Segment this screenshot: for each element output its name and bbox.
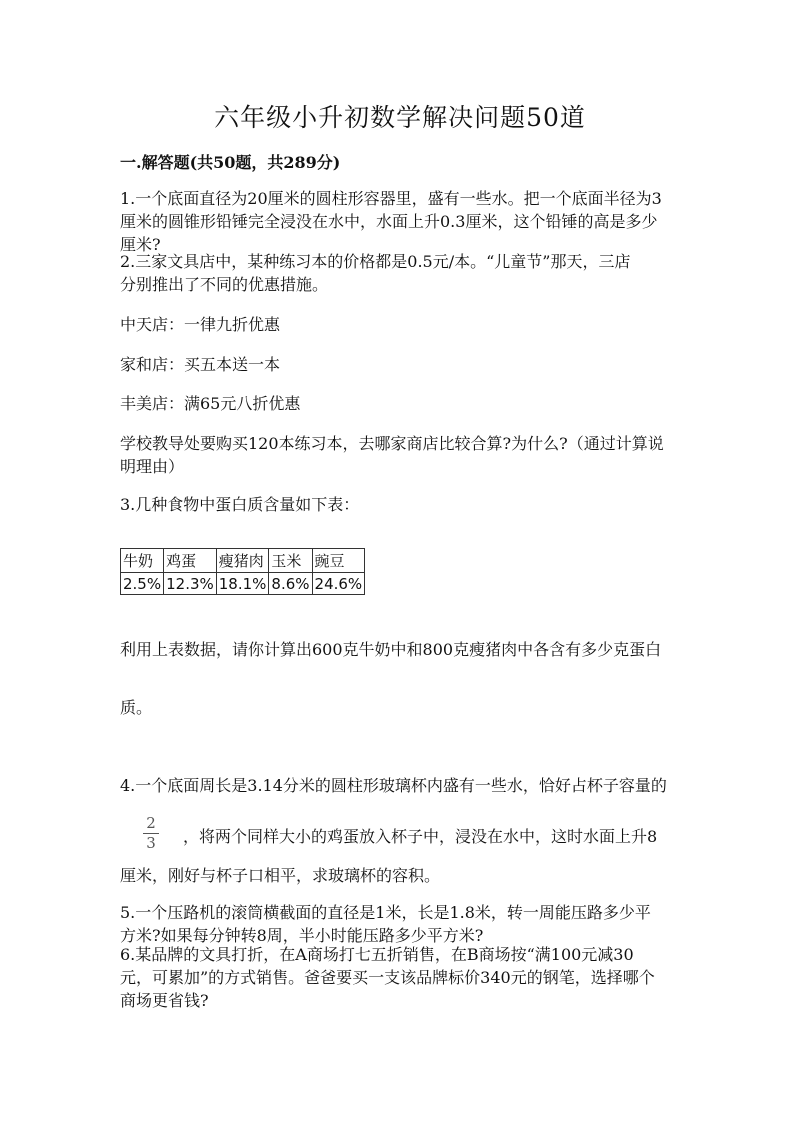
store-jiahe: 家和店：买五本送一本	[120, 355, 281, 374]
question-5-line-2: 方米?如果每分钟转8周，半小时能压路多少平方米?	[120, 926, 484, 945]
question-2-line-1: 2.三家文具店中，某种练习本的价格都是0.5元/本。“儿童节”那天，三店	[120, 252, 631, 271]
table-value-cell: 8.6%	[269, 573, 312, 595]
question-1-line-1: 1.一个底面直径为20厘米的圆柱形容器里，盛有一些水。把一个底面半径为3	[120, 189, 662, 208]
protein-table-header-row	[121, 549, 365, 573]
question-6	[120, 943, 685, 1012]
question-2-ask-line-1: 学校教导处要购买120本练习本，去哪家商店比较合算?为什么?（通过计算说	[120, 434, 664, 453]
question-4-line-2: ，将两个同样大小的鸡蛋放入杯子中，浸没在水中，这时水面上升8	[183, 827, 658, 846]
fraction-two-thirds	[143, 815, 159, 852]
table-header-cell: 豌豆	[312, 549, 365, 573]
table-header-cell: 玉米	[269, 549, 312, 573]
table-header-cell: 牛奶	[121, 549, 164, 573]
store-fengmei: 丰美店：满65元八折优惠	[120, 394, 301, 413]
protein-table	[120, 548, 365, 595]
fraction-denominator: 3	[146, 834, 156, 852]
question-6-line-1: 6.某品牌的文具打折，在A商场打七五折销售，在B商场按“满100元减30	[120, 945, 634, 964]
table-value-cell: 2.5%	[121, 573, 164, 595]
table-header-cell: 瘦猪肉	[216, 549, 269, 573]
question-2-ask-line-2: 明理由）	[120, 457, 185, 476]
question-1	[120, 187, 685, 256]
page-title: 六年级小升初数学解决问题50道	[214, 103, 586, 132]
table-value-cell: 12.3%	[164, 573, 217, 595]
protein-table-value-row	[121, 573, 365, 595]
question-4-line-1: 4.一个底面周长是3.14分米的圆柱形玻璃杯内盛有一些水，恰好占杯子容量的	[120, 776, 667, 795]
question-5-line-1: 5.一个压路机的滚筒横截面的直径是1米，长是1.8米，转一周能压路多少平	[120, 903, 651, 922]
store-zhongtian: 中天店：一律九折优惠	[120, 315, 281, 334]
fraction-numerator: 2	[146, 814, 156, 832]
table-value-cell: 24.6%	[312, 573, 365, 595]
question-2-ask	[120, 432, 685, 478]
question-1-line-2: 厘米的圆锥形铅锤完全浸没在水中，水面上升0.3厘米，这个铅锤的高是多少	[120, 212, 658, 231]
question-1-line-3: 厘米?	[120, 235, 161, 254]
question-3-ask-line-1: 利用上表数据，请你计算出600克牛奶中和800克瘦猪肉中各含有多少克蛋白	[120, 640, 662, 659]
question-5	[120, 901, 685, 947]
question-3-ask-line-2: 质。	[120, 698, 153, 717]
question-4-line-3: 厘米，刚好与杯子口相平，求玻璃杯的容积。	[120, 866, 441, 885]
table-value-cell: 18.1%	[216, 573, 269, 595]
section-heading: 一.解答题(共50题，共289分)	[120, 153, 341, 172]
question-2-line-2: 分别推出了不同的优惠措施。	[120, 275, 329, 294]
question-6-line-2: 元，可累加”的方式销售。爸爸要买一支该品牌标价340元的钢笔，选择哪个	[120, 968, 655, 987]
question-3-intro: 3.几种食物中蛋白质含量如下表：	[120, 495, 360, 514]
question-6-line-3: 商场更省钱?	[120, 991, 209, 1010]
table-header-cell: 鸡蛋	[164, 549, 217, 573]
question-2	[120, 250, 685, 296]
